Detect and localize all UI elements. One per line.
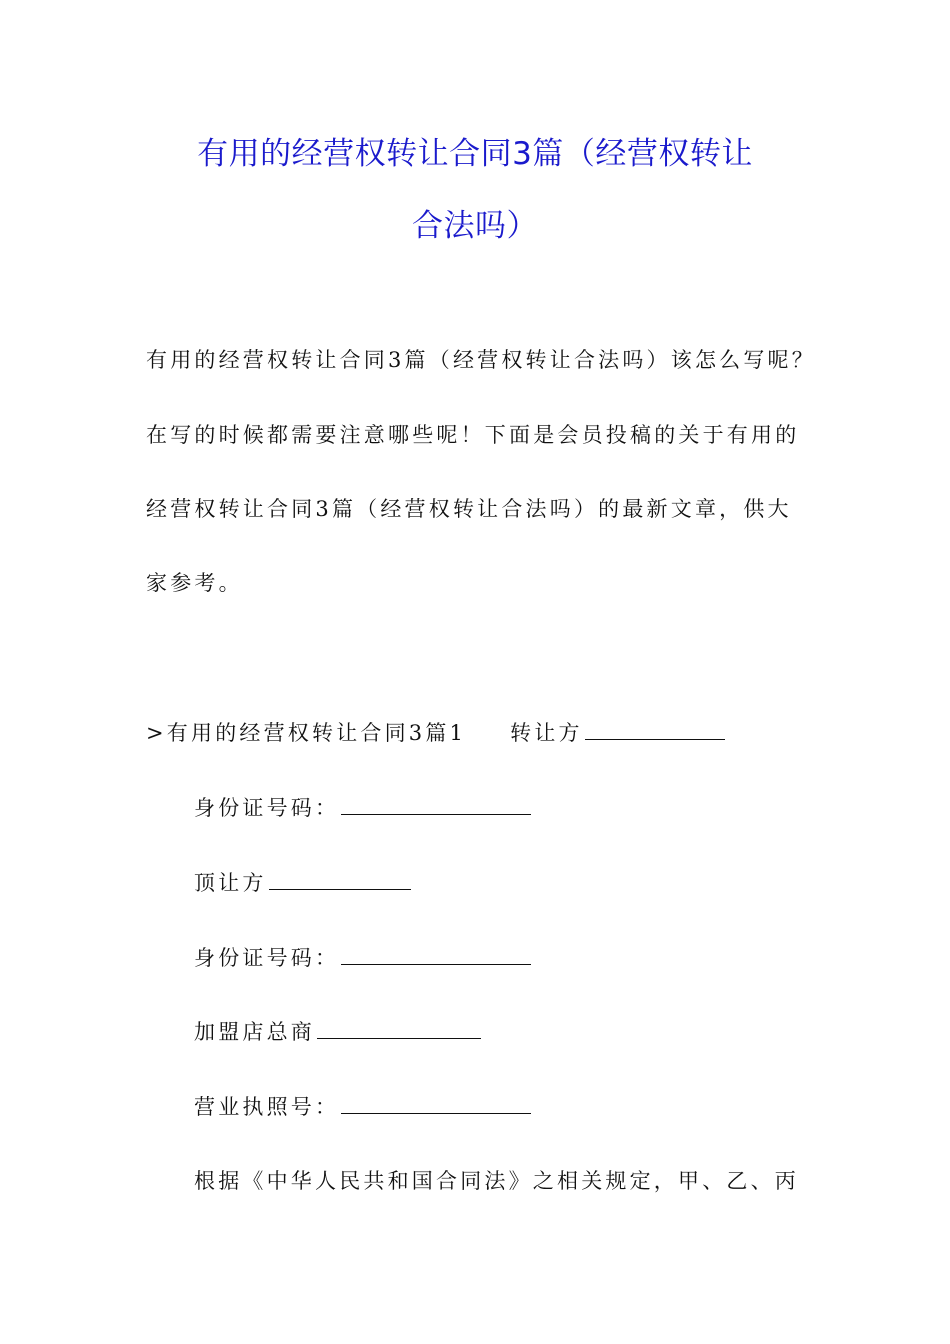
- document-title-line-2: 合法吗）: [412, 208, 538, 244]
- intro-line-2: 在写的时候都需要注意哪些呢！下面是会员投稿的关于有用的: [146, 423, 800, 447]
- id-number-row-2: [194, 943, 531, 973]
- section-heading-row: [146, 718, 725, 748]
- transferor-blank: [585, 719, 725, 740]
- transferee-blank: [269, 869, 411, 890]
- license-row: [194, 1092, 531, 1122]
- id-number-row-1: [194, 793, 531, 823]
- license-blank: [341, 1093, 531, 1114]
- franchise-head-label: 加盟店总商: [194, 1020, 315, 1044]
- franchise-head-blank: [317, 1018, 481, 1039]
- intro-line-3: 经营权转让合同3篇（经营权转让合法吗）的最新文章，供大: [146, 497, 792, 521]
- section-heading: >有用的经营权转让合同3篇1: [146, 721, 467, 745]
- document-title-line-1: 有用的经营权转让合同3篇（经营权转让: [197, 136, 753, 172]
- clause-line: 根据《中华人民共和国合同法》之相关规定，甲、乙、丙: [194, 1169, 799, 1193]
- transferor-label: 转让方: [510, 721, 583, 745]
- intro-line-1: 有用的经营权转让合同3篇（经营权转让合法吗）该怎么写呢？: [146, 348, 816, 372]
- license-label: 营业执照号：: [194, 1095, 340, 1119]
- franchise-head-row: [194, 1017, 481, 1047]
- id-number-blank-1: [341, 794, 531, 815]
- id-number-blank-2: [341, 944, 531, 965]
- id-number-label-1: 身份证号码：: [194, 796, 340, 820]
- id-number-label-2: 身份证号码：: [194, 946, 340, 970]
- transferee-row: [194, 868, 411, 898]
- intro-line-4: 家参考。: [146, 571, 243, 595]
- transferee-label: 顶让方: [194, 871, 267, 895]
